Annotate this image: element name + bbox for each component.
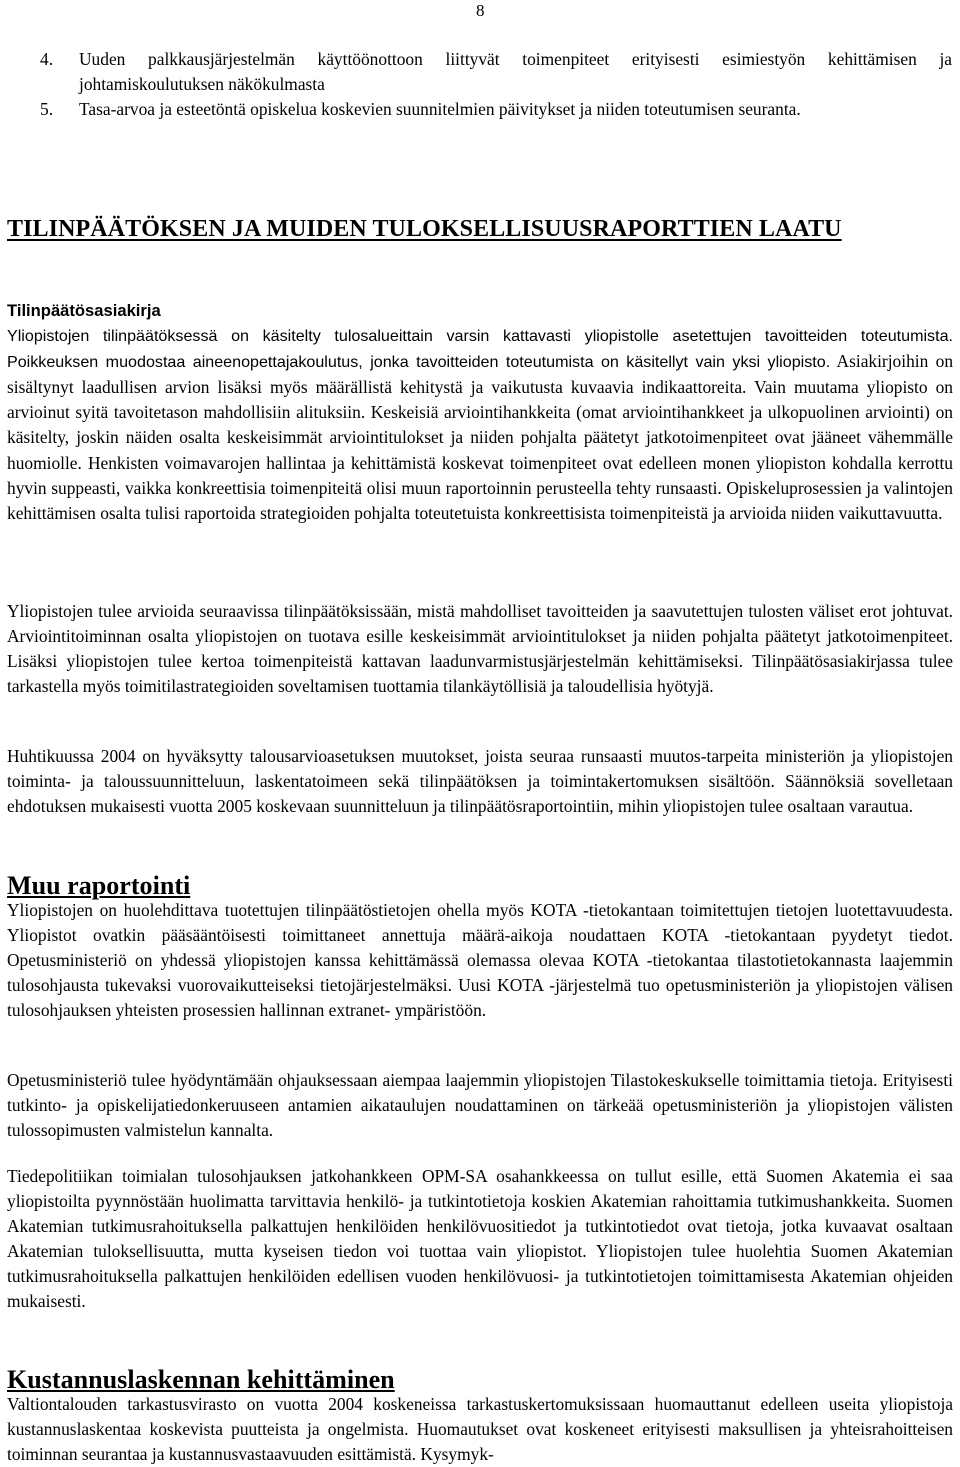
paragraph	[7, 323, 953, 526]
paragraph-block	[7, 1068, 953, 1143]
section-tilinpaatosasiakirja	[7, 298, 953, 526]
section-heading: Tilinpäätösasiakirja	[7, 301, 161, 320]
section-muu-raportointi	[7, 873, 953, 1024]
paragraph-block	[7, 599, 953, 699]
list-item-text: Uuden palkkausjärjestelmän käyttöönottoon liittyvät toimenpiteet erityisesti esimiestyön kehittämisen ja johtamiskoulutuksen näkökulmasta	[79, 49, 952, 95]
paragraph: Tiedepolitiikan toimialan tulosohjauksen jatkohankkeen OPM-SA osahankkeessa on tullut esille, että Suomen Akatemia ei saa yliopistoilta pyynnöstään huolimatta tarvittavia henkilö- ja tutkintotietoja koskien Akatemian rahoittamia tutkimushankkeita. Suomen Akatemian tutkimusrahoituksella palkattujen henkilöiden henkilövuositiedot ja tutkintotiedot ovat tietoja, jotka kuvaavat osaltaan Akatemian tuloksellisuutta, mutta kyseisen tiedon voi tuottaa vain yliopistot. Yliopistojen tulee huolehtia Suomen Akatemian tutkimusrahoituksella palkattujen henkilöiden edellisen vuoden henkilövuosi- ja tutkintotietojen toimittamisesta Akatemian ohjeiden mukaisesti.	[7, 1166, 953, 1312]
section-kustannuslaskenta	[7, 1367, 953, 1467]
page-number: 8	[476, 1, 485, 20]
section-heading: Kustannuslaskennan kehittäminen	[7, 1365, 395, 1394]
paragraph: Yliopistojen on huolehdittava tuotettujen tilinpäätöstietojen ohella myös KOTA -tietokantaan toimitettujen tietojen luotettavuudesta. Yliopistot ovatkin pääsääntöisesti toimittaneet annettuja määrä-aikoja noudattaen KOTA -tietokantaan pyydetyt tiedot. Opetusministeriö on yhdessä yliopistojen kanssa kehittämässä olemassa olevaa KOTA -tietokantaa tilastotietokannasta laajemmin tulosohjausta tukevaksi vuorovaikutteiseksi tietojärjestelmäksi. Uusi KOTA -järjestelmä tuo opetusministeriön ja yliopistojen välisen tulosohjauksen yhteisten prosessien hallinnan extranet- ympäristöön.	[7, 900, 953, 1021]
paragraph-block	[7, 744, 953, 819]
main-heading: TILINPÄÄTÖKSEN JA MUIDEN TULOKSELLISUUSRAPORTTIEN LAATU	[7, 216, 842, 242]
paragraph: Yliopistojen tulee arvioida seuraavissa tilinpäätöksissään, mistä mahdolliset tavoitteiden ja saavutettujen tulosten väliset erot johtuvat. Arviointitoiminnan osalta yliopistojen on tuotava esille keskeisimmät arviointitulokset ja niiden pohjalta päätetyt jatkotoimenpiteet. Lisäksi yliopistojen tulee kertoa toimenpiteistä kattavan laadunvarmistusjärjestelmän kehittämiseksi. Tilinpäätösasiakirjassa tulee tarkastella myös toimitilastrategioiden soveltamisen tuottamia tilankäytöllisiä ja taloudellisia hyötyjä.	[7, 601, 953, 697]
paragraph: Huhtikuussa 2004 on hyväksytty talousarvioasetuksen muutokset, joista seuraa runsaasti muutos-tarpeita ministeriön ja yliopistojen toiminta- ja taloussuunnitteluun, laskentatoimeen sekä tilinpäätöksen ja toimintakertomuksen sisältöön. Säännöksiä sovelletaan ehdotuksen mukaisesti vuotta 2005 koskevaan suunnitteluun ja tilinpäätösraportointiin, mihin yliopistojen tulee osaltaan varautua.	[7, 746, 953, 817]
paragraph-sans-part: Yliopistojen tilinpäätöksessä on käsitelty tulosalueittain varsin kattavasti yliopistolle asetettujen tavoitteiden toteutumista. Poikkeuksen muodostaa aineenopettajakoulutus, jonka tavoitteiden toteutumista on käsitellyt vain yksi yliopisto.	[7, 327, 953, 372]
list-item-number: 5.	[40, 99, 54, 120]
list-item-text: Tasa-arvoa ja esteetöntä opiskelua koskevien suunnitelmien päivitykset ja niiden toteutumisen seuranta.	[79, 99, 801, 120]
list-item	[0, 97, 952, 122]
paragraph-block	[7, 1164, 953, 1315]
paragraph: Opetusministeriö tulee hyödyntämään ohjauksessaan aiempaa laajemmin yliopistojen Tilastokeskukselle toimittamia tietoja. Erityisesti tutkinto- ja opiskelijatiedonkeruuseen antamien aikataulujen noudattaminen on tärkeää opetusministeriön ja yliopistojen välisten tulossopimusten valmistelun kannalta.	[7, 1070, 953, 1141]
paragraph-serif-part: Asiakirjoihin on sisältynyt laadullisen arvion lisäksi myös määrällistä kehitystä ja vaikutusta kuvaavia indikaattoreita. Vain muutama yliopisto on arvioinut syitä tavoitetason mahdollisiin alituksiin. Keskeisiä arviointihankkeita (omat arviointihankkeet ja ulkopuolinen arviointi) on käsitelty, joskin näiden osalta keskeisimmät arviointitulokset ja niiden pohjalta päätetyt jatkotoimenpiteet ovat jääneet vähemmälle huomiolle. Henkisten voimavarojen hallintaa ja kehittämistä koskevat toimenpiteet ovat edelleen monen yliopiston kohdalla kerrottu hyvin suppeasti, vaikka konkreettisia toimenpiteitä olisi muun raportoinnin perusteella tehty runsaasti. Opiskeluprosessien ja valintojen kehittämisen osalta tulisi raportoida strategioiden pohjalta toteutetuista konkreettisista toimenpiteistä ja arvioida niiden vaikuttavuutta.	[7, 351, 954, 523]
section-heading: Muu raportointi	[7, 871, 191, 900]
numbered-list	[0, 47, 952, 122]
list-item-number: 4.	[40, 49, 54, 69]
paragraph: Valtiontalouden tarkastusvirasto on vuotta 2004 koskeneissa tarkastuskertomuksissaan huomauttanut edelleen useita yliopistoja kustannuslaskentaa koskevista puutteista ja ongelmista. Huomautukset ovat koskeneet erityisesti maksullisen ja yhteisrahoitteisen toiminnan seurantaa ja kustannusvastaavuuden esittämistä. Kysymyk-	[7, 1394, 953, 1465]
list-item	[0, 47, 952, 97]
